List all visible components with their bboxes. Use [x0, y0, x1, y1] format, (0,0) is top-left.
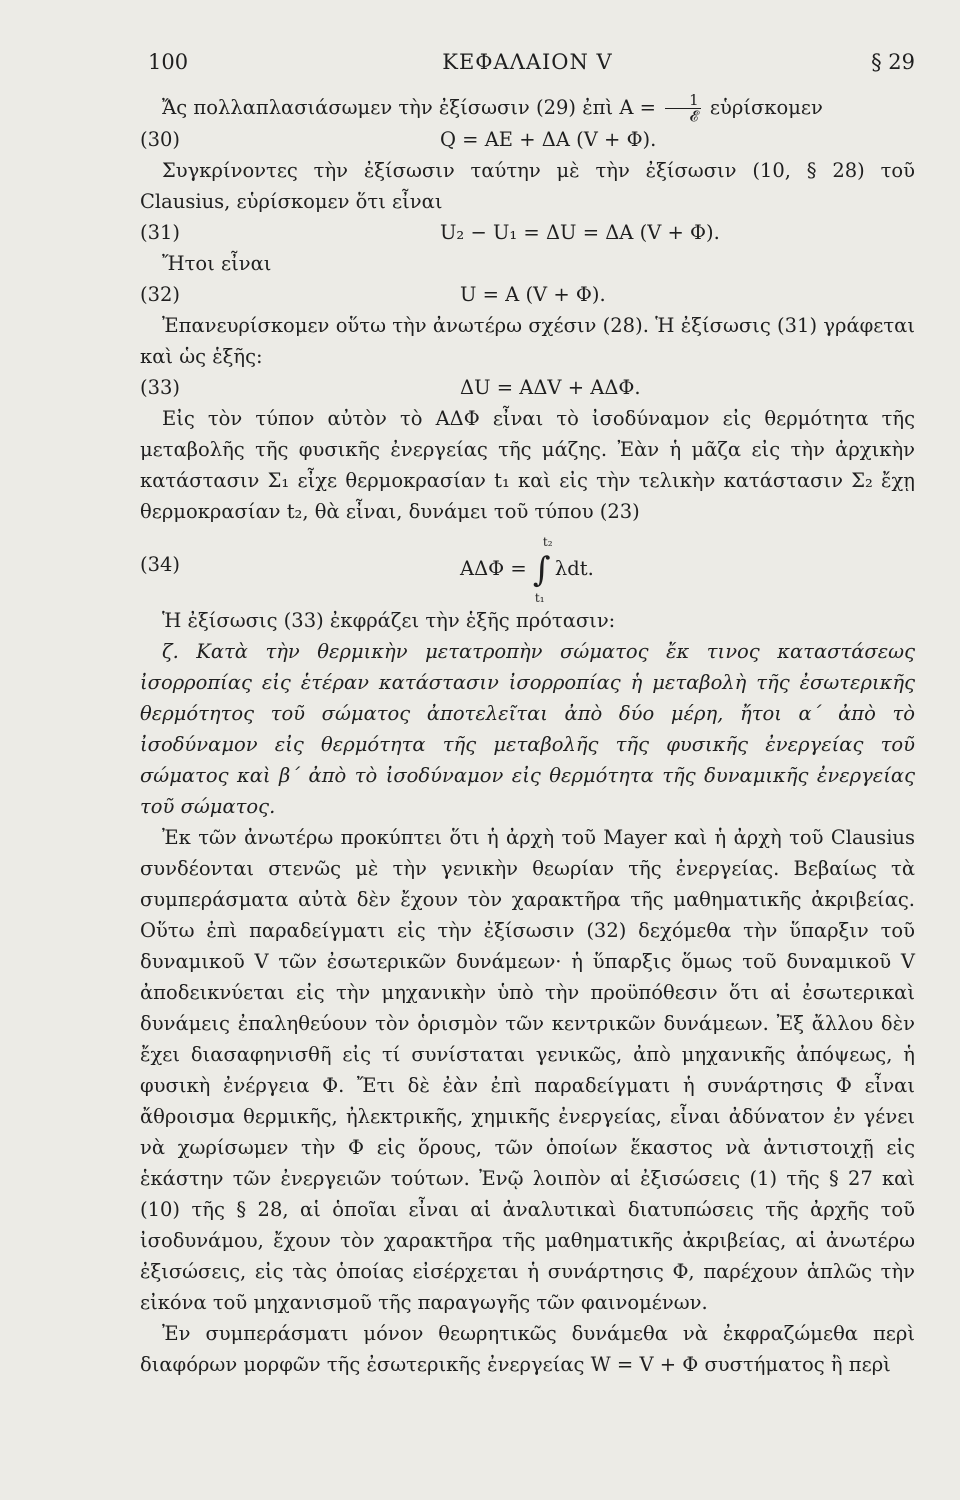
paragraph: Ἐν συμπεράσματι μόνον θεωρητικῶς δυνάμεθα νὰ ἐκφραζώμεθα περὶ διαφόρων μορφῶν τῆς ἐσωτερικῆς ἐνεργείας W = V + Φ συστήματος ἢ περὶ	[140, 1322, 915, 1376]
integral-sign: ∫ t₂ t₁	[533, 549, 555, 584]
equation-formula: ΔU = AΔV + AΔΦ.	[460, 376, 641, 399]
integral-lower-limit: t₁	[534, 591, 545, 605]
paragraph: Εἰς τὸν τύπον αὐτὸν τὸ AΔΦ εἶναι τὸ ἰσοδύναμον εἰς θερμότητα τῆς μεταβολῆς τῆς φυσικῆς ἐνεργείας τῆς μάζης. Ἐὰν ἡ μᾶζα εἰς τὴν ἀρχικὴν κατάστασιν Σ₁ εἶχε θερμοκρασίαν t₁ καὶ εἰς τὴν τελικὴν κατάστασιν Σ₂ ἔχῃ θερμοκρασίαν t₂, θὰ εἶναι, δυνάμει τοῦ τύπου (23)	[140, 407, 915, 523]
paragraph: Ἡ ἐξίσωσις (33) ἐκφράζει τὴν ἑξῆς πρότασιν:	[162, 609, 616, 632]
paragraph: Ἤτοι εἶναι	[162, 252, 272, 275]
page-number: 100	[148, 50, 189, 74]
fraction-denominator: 𝓔	[689, 107, 699, 125]
equation-formula: U₂ − U₁ = ΔU = ΔA (V + Φ).	[440, 221, 720, 244]
equation-number: (30)	[140, 128, 181, 151]
fraction	[665, 93, 701, 124]
equation-31	[140, 217, 915, 248]
section-number: § 29	[871, 50, 915, 74]
equation-formula: U = A (V + Φ).	[460, 283, 606, 306]
chapter-title: ΚΕΦΑΛΑΙΟΝ V	[442, 50, 613, 74]
theorem-statement: ζ. Κατὰ τὴν θερμικὴν μετατροπὴν σώματος ἔκ τινος καταστάσεως ἰσορροπίας εἰς ἑτέραν κατάστασιν ἰσορροπίας ἡ μεταβολὴ τῆς ἐσωτερικῆς θερμότητος τοῦ σώματος ἀποτελεῖται ἀπὸ δύο μέρη, ἤτοι α΄ ἀπὸ τὸ ἰσοδύναμον εἰς θερμότητα τῆς μεταβολῆς τῆς φυσικῆς ἐνεργείας τοῦ σώματος καὶ β΄ ἀπὸ τὸ ἰσοδύναμον εἰς θερμότητα τῆς δυναμικῆς ἐνεργείας τοῦ σώματος.	[140, 640, 915, 818]
fraction-numerator: 1	[665, 93, 701, 109]
equation-number: (31)	[140, 221, 181, 244]
equation-number: (32)	[140, 283, 181, 306]
intro-line	[140, 92, 915, 124]
body-text	[140, 92, 915, 1380]
equation-formula	[460, 535, 594, 605]
integral-upper-limit: t₂	[542, 535, 553, 549]
equation-33	[140, 372, 915, 403]
equation-34	[140, 527, 915, 605]
equation-number: (34)	[140, 553, 181, 576]
intro-end: εὑρίσκομεν	[703, 96, 823, 119]
intro-text: Ἄς πολλαπλασιάσωμεν τὴν ἐξίσωσιν (29) ἐπὶ A =	[162, 96, 663, 119]
equation-number: (33)	[140, 376, 181, 399]
paragraph: Ἐπανευρίσκομεν οὕτω τὴν ἀνωτέρω σχέσιν (28). Ἡ ἐξίσωσις (31) γράφεται καὶ ὡς ἑξῆς:	[140, 314, 915, 368]
paragraph: Συγκρίνοντες τὴν ἐξίσωσιν ταύτην μὲ τὴν ἐξίσωσιν (10, § 28) τοῦ Clausius, εὑρίσκομεν ὅτι εἶναι	[140, 159, 915, 213]
equation-left: AΔΦ =	[460, 557, 533, 580]
paragraph: Ἐκ τῶν ἀνωτέρω προκύπτει ὅτι ἡ ἀρχὴ τοῦ Mayer καὶ ἡ ἀρχὴ τοῦ Clausius συνδέονται στενῶς μὲ τὴν γενικὴν θεωρίαν τῆς ἐνεργείας. Βεβαίως τὰ συμπεράσματα αὐτὰ δὲν ἔχουν τὸν χαρακτῆρα τῆς μαθηματικῆς ἀκριβείας. Οὕτω ἐπὶ παραδείγματι εἰς τὴν ἐξίσωσιν (32) δεχόμεθα τὴν ὕπαρξιν τοῦ δυναμικοῦ V τῶν ἐσωτερικῶν δυνάμεων· ἡ ὕπαρξις ὅμως τοῦ δυναμικοῦ V ἀποδεικνύεται εἰς τὴν μηχανικὴν ὑπὸ τὴν προϋπόθεσιν ὅτι αἱ ἐσωτερικαὶ δυνάμεις ἐπαληθεύουν τὸν ὁρισμὸν τῶν κεντρικῶν δυνάμεων. Ἐξ ἄλλου δὲν ἔχει διασαφηνισθῆ εἰς τί συνίσταται γενικῶς, ἀπὸ μηχανικῆς ἀπόψεως, ἡ φυσικὴ ἐνέργεια Φ. Ἔτι δὲ ἐὰν ἐπὶ παραδείγματι ἡ συνάρτησις Φ εἶναι ἄθροισμα θερμικῆς, ἠλεκτρικῆς, χημικῆς ἐνεργείας, εἶναι ἀδύνατον ἐν γένει νὰ χωρίσωμεν τὴν Φ εἰς ὅρους, τῶν ὁποίων ἕκαστος νὰ ἀντιστοιχῇ εἰς ἑκάστην τῶν ἐνεργειῶν τούτων. Ἐνῷ λοιπὸν αἱ ἐξισώσεις (1) τῆς § 27 καὶ (10) τῆς § 28, αἱ ὁποῖαι εἶναι αἱ ἀναλυτικαὶ διατυπώσεις τῆς ἀρχῆς τοῦ ἰσοδυνάμου, ἔχουν τὸν χαρακτῆρα τῆς μαθηματικῆς ἀκριβείας, αἱ ἀνωτέρω ἐξισώσεις, εἰς τὰς ὁποίας εἰσέρχεται ἡ συνάρτησις Φ, παρέχουν ἁπλῶς τὴν εἰκόνα τοῦ μηχανισμοῦ τῆς παραγωγῆς τῶν φαινομένων.	[140, 826, 915, 1314]
equation-formula: Q = AE + ΔA (V + Φ).	[440, 128, 657, 151]
equation-30	[140, 124, 915, 155]
equation-right: λdt.	[554, 557, 594, 580]
page-header	[140, 50, 915, 90]
equation-32	[140, 279, 915, 310]
